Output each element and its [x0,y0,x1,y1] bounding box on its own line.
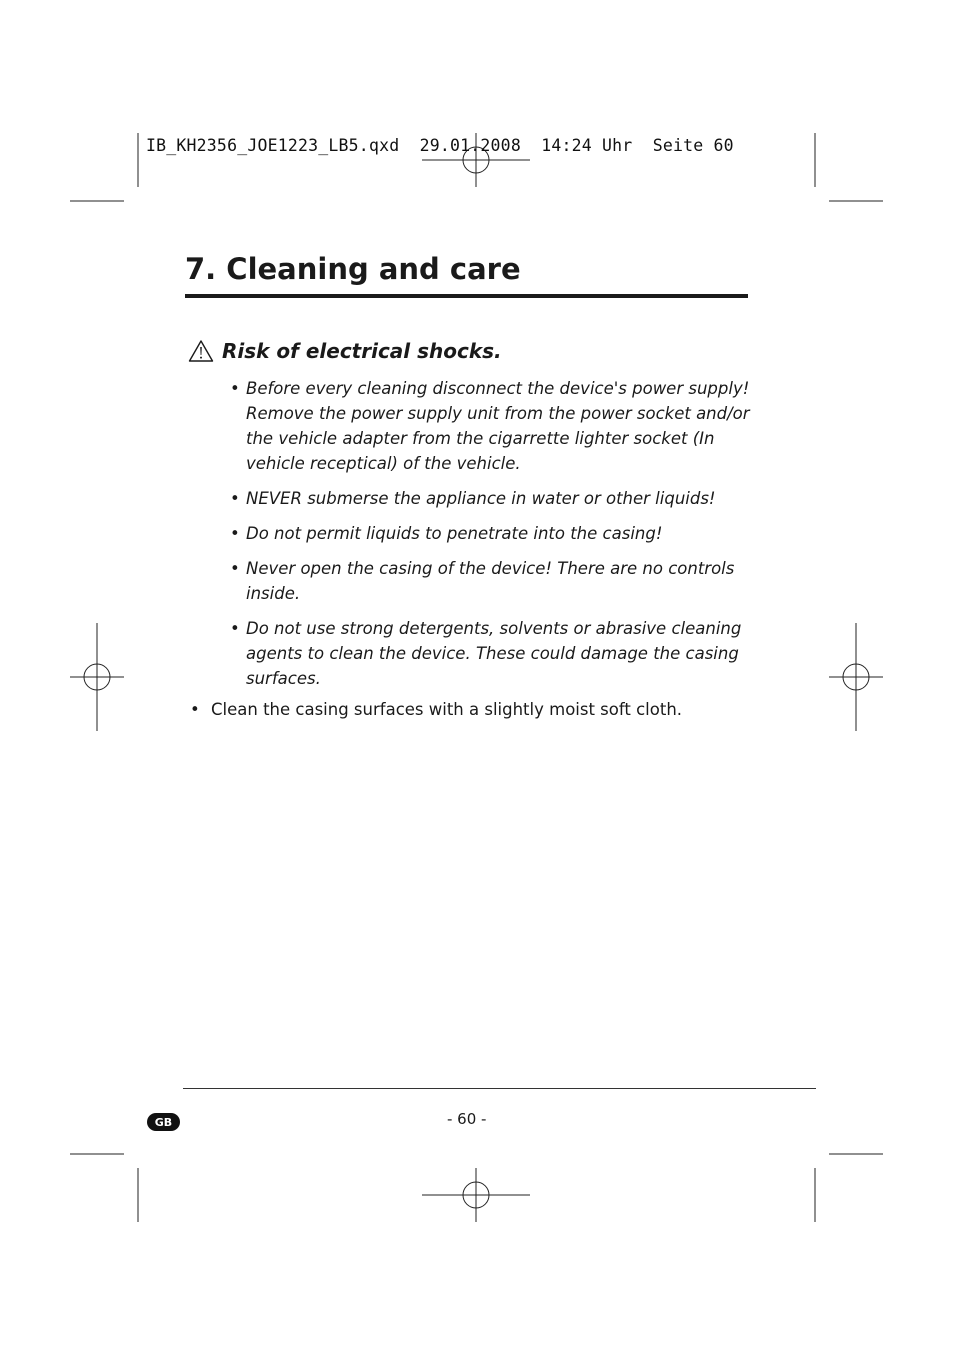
warning-item: • Do not permit liquids to penetrate into the casing! [230,521,750,546]
warning-item: • Before every cleaning disconnect the device's power supply! Remove the power supply unit from the power socket and/or the vehicle adapter from the cigarrette lighter socket (In vehicle receptical) of the vehicle. [230,376,750,476]
cleaning-instruction-text: Clean the casing surfaces with a slightly moist soft cloth. [211,700,683,719]
title-underline [185,294,748,298]
section-title: 7. Cleaning and care [185,252,521,286]
warning-list [230,376,750,701]
print-slug-line: IB_KH2356_JOE1223_LB5.qxd 29.01.2008 14:24 Uhr Seite 60 [146,136,734,155]
warning-item: • Do not use strong detergents, solvents or abrasive cleaning agents to clean the device. These could damage the casing surfaces. [230,616,750,691]
registration-mark-right [829,623,883,731]
registration-mark-bottom [422,1168,530,1222]
bullet: • [190,700,200,719]
footer-rule [183,1088,816,1089]
warning-title: Risk of electrical shocks. [222,339,502,363]
warning-heading [188,339,502,363]
language-badge: GB [147,1113,180,1131]
warning-triangle-icon [188,339,214,363]
page-number: - 60 - [447,1110,487,1128]
registration-mark-left [70,623,124,731]
cleaning-instruction [190,700,682,719]
warning-item: • Never open the casing of the device! There are no controls inside. [230,556,750,606]
warning-item: • NEVER submerse the appliance in water or other liquids! [230,486,750,511]
